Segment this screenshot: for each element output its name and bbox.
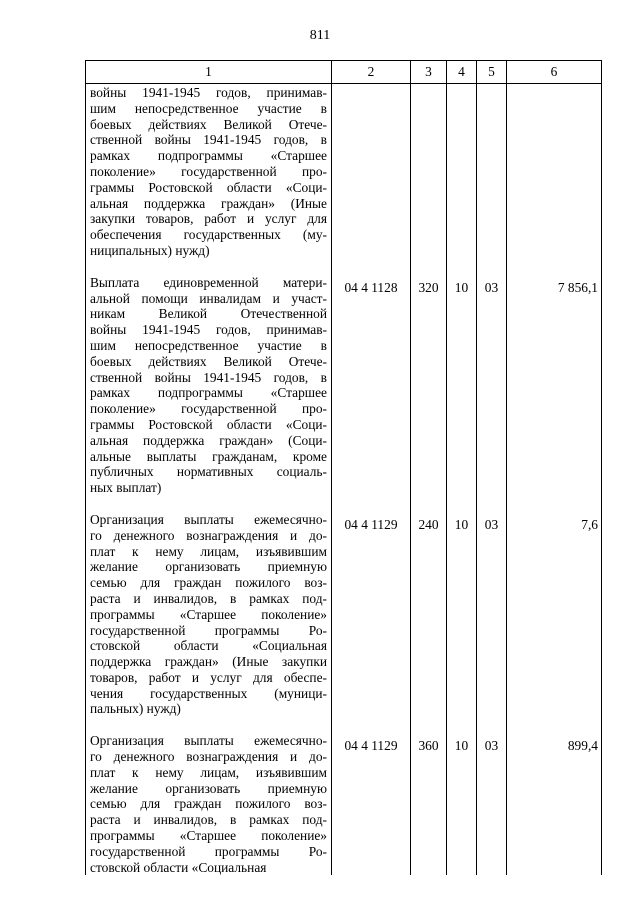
description-line: публичных нормативных социаль-	[90, 464, 327, 480]
description-line: обеспечения государственных (му-	[90, 227, 327, 243]
column-header-subsection: 5	[477, 61, 507, 84]
description-line: Выплата единовременной матери-	[90, 274, 327, 290]
description-line: ных выплат)	[90, 480, 162, 496]
budget-table	[85, 60, 602, 875]
description-line: граммы Ростовской области «Соци-	[90, 416, 327, 432]
description-line: ниципальных) нужд)	[90, 242, 210, 258]
spacer-cell	[507, 259, 602, 274]
row-amount: 899,4	[507, 732, 602, 875]
description-line: товаров, работ и услуг для обеспе-	[90, 669, 327, 685]
description-line: го денежного вознаграждения и до-	[90, 527, 327, 543]
row-description	[86, 511, 332, 717]
row-expense-type: 240	[411, 511, 447, 717]
spacer-cell	[411, 717, 447, 732]
row-spacer	[86, 717, 602, 732]
description-line: альные выплаты гражданам, кроме	[90, 448, 327, 464]
table-row	[86, 511, 602, 717]
column-header-section: 4	[447, 61, 477, 84]
description-line: альная поддержка граждан» (Иные	[90, 195, 327, 211]
table-row	[86, 84, 602, 259]
table-header-row	[86, 61, 602, 84]
spacer-cell	[447, 496, 477, 511]
description-line: Организация выплаты ежемесячно-	[90, 511, 327, 527]
description-line: желание организовать приемную	[90, 559, 327, 575]
column-header-expense-type: 3	[411, 61, 447, 84]
row-subsection	[477, 84, 507, 259]
row-subsection: 03	[477, 274, 507, 496]
description-line: программы «Старшее поколение»	[90, 606, 327, 622]
description-line: боевых действиях Великой Отече-	[90, 116, 327, 132]
description-line: раста и инвалидов, в рамках под-	[90, 590, 327, 606]
description-line: шим непосредственное участие в	[90, 337, 327, 353]
spacer-cell	[411, 496, 447, 511]
spacer-cell	[507, 717, 602, 732]
row-spacer	[86, 496, 602, 511]
row-section: 10	[447, 274, 477, 496]
row-description	[86, 732, 332, 875]
spacer-cell	[477, 496, 507, 511]
description-line: плат к нему лицам, изъявившим	[90, 543, 327, 559]
description-line: рамках подпрограммы «Старшее	[90, 148, 327, 164]
description-line: государственной программы Ро-	[90, 843, 327, 859]
spacer-cell	[332, 717, 411, 732]
description-line: раста и инвалидов, в рамках под-	[90, 812, 327, 828]
description-line: боевых действиях Великой Отече-	[90, 353, 327, 369]
spacer-cell	[332, 496, 411, 511]
description-line: пальных) нужд)	[90, 701, 181, 717]
description-line: чения государственных (муници-	[90, 685, 327, 701]
description-line: войны 1941-1945 годов, принимав-	[90, 322, 327, 338]
description-line: желание организовать приемную	[90, 780, 327, 796]
spacer-cell	[332, 259, 411, 274]
spacer-cell	[507, 496, 602, 511]
row-section: 10	[447, 732, 477, 875]
row-spacer	[86, 259, 602, 274]
description-line: шим непосредственное участие в	[90, 100, 327, 116]
description-line: поколение» государственной про-	[90, 401, 327, 417]
row-description	[86, 274, 332, 496]
spacer-cell	[411, 259, 447, 274]
description-line: никам Великой Отечественной	[90, 306, 327, 322]
row-section	[447, 84, 477, 259]
row-expense-type: 360	[411, 732, 447, 875]
row-amount: 7,6	[507, 511, 602, 717]
description-line: рамках подпрограммы «Старшее	[90, 385, 327, 401]
spacer-cell	[447, 717, 477, 732]
row-target-article: 04 4 1128	[332, 274, 411, 496]
description-line: плат к нему лицам, изъявившим	[90, 764, 327, 780]
spacer-cell	[447, 259, 477, 274]
column-header-target-article: 2	[332, 61, 411, 84]
spacer-cell	[86, 259, 332, 274]
table-row	[86, 732, 602, 875]
description-line: стовской области «Социальная	[90, 638, 327, 654]
row-expense-type	[411, 84, 447, 259]
column-header-amount: 6	[507, 61, 602, 84]
description-line: граммы Ростовской области «Соци-	[90, 179, 327, 195]
description-line: стовской области «Социальная	[90, 859, 267, 875]
row-amount	[507, 84, 602, 259]
row-section: 10	[447, 511, 477, 717]
description-line: семью для граждан пожилого воз-	[90, 796, 327, 812]
description-line: го денежного вознаграждения и до-	[90, 749, 327, 765]
row-target-article: 04 4 1129	[332, 732, 411, 875]
description-line: Организация выплаты ежемесячно-	[90, 733, 327, 749]
description-line: программы «Старшее поколение»	[90, 828, 327, 844]
row-subsection: 03	[477, 732, 507, 875]
description-line: ственной войны 1941-1945 годов, в	[90, 132, 327, 148]
row-subsection: 03	[477, 511, 507, 717]
description-line: войны 1941-1945 годов, принимав-	[90, 85, 327, 100]
spacer-cell	[477, 717, 507, 732]
spacer-cell	[86, 717, 332, 732]
description-line: государственной программы Ро-	[90, 622, 327, 638]
description-line: семью для граждан пожилого воз-	[90, 575, 327, 591]
spacer-cell	[86, 496, 332, 511]
page-number: 811	[309, 28, 331, 43]
row-description	[86, 84, 332, 259]
description-line: закупки товаров, работ и услуг для	[90, 211, 327, 227]
description-line: поддержка граждан» (Иные закупки	[90, 654, 327, 670]
description-line: поколение» государственной про-	[90, 163, 327, 179]
description-line: альная поддержка граждан» (Соци-	[90, 432, 327, 448]
description-line: альной помощи инвалидам и участ-	[90, 290, 327, 306]
table-row	[86, 274, 602, 496]
row-target-article: 04 4 1129	[332, 511, 411, 717]
row-amount: 7 856,1	[507, 274, 602, 496]
column-header-description: 1	[86, 61, 332, 84]
row-expense-type: 320	[411, 274, 447, 496]
description-line: ственной войны 1941-1945 годов, в	[90, 369, 327, 385]
row-target-article	[332, 84, 411, 259]
spacer-cell	[477, 259, 507, 274]
